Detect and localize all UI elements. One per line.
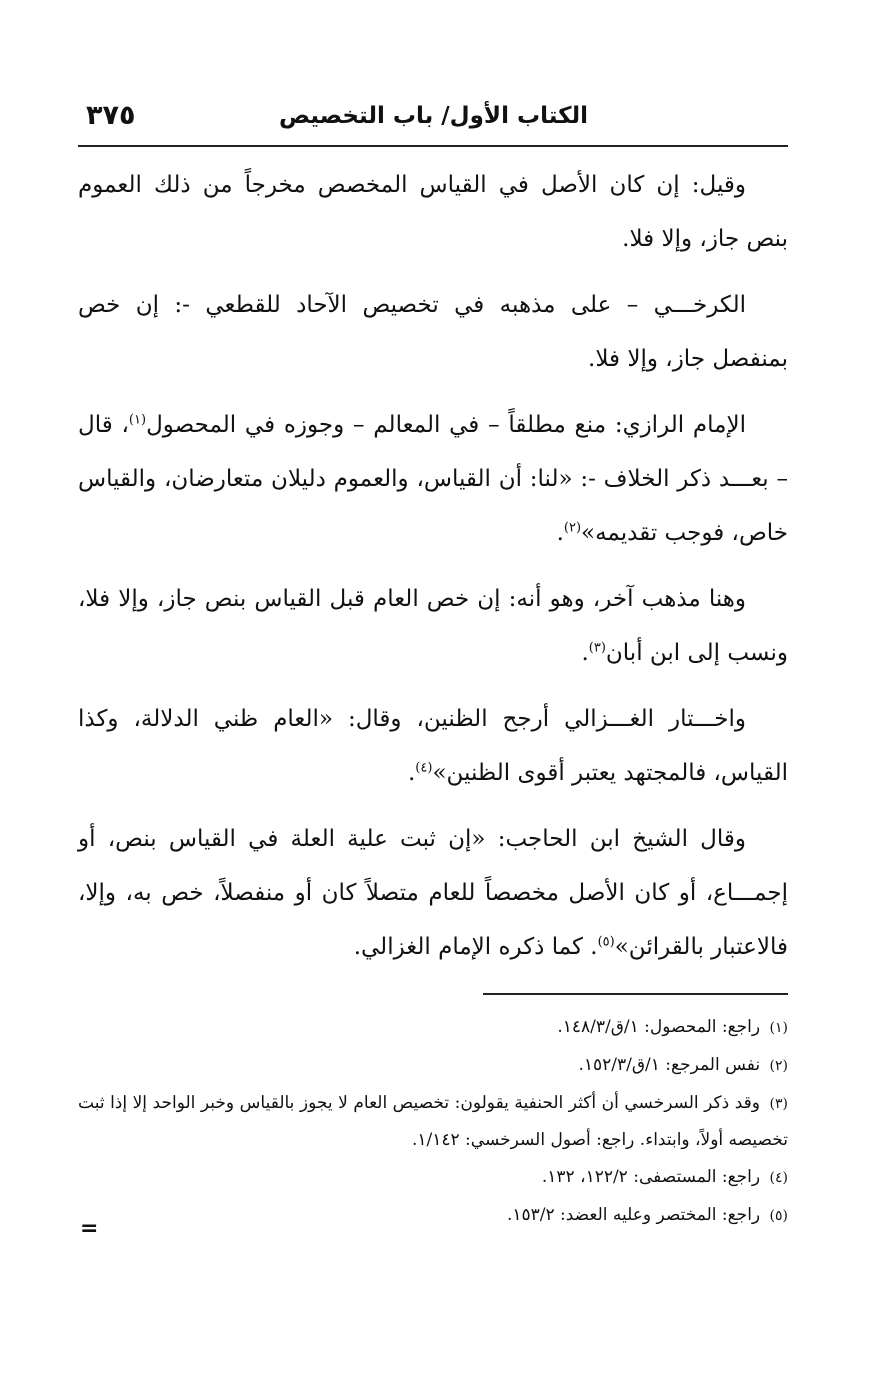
paragraph: [78, 692, 788, 800]
paragraph-text: ، قال – بعـــد ذكر الخلاف -: «لنا: أن القياس، والعموم دليلان متعارضان، والقياس خاص، فوجب تقديمه»: [78, 412, 788, 546]
main-text: [78, 158, 788, 986]
footnote-reference[interactable]: (١): [128, 412, 147, 428]
footnote-reference[interactable]: (٤): [415, 760, 433, 776]
footnote-marker: (٢): [769, 1058, 788, 1074]
footnote-item: [78, 1197, 788, 1234]
footnote-marker: (٣): [769, 1096, 788, 1112]
footnote-divider: [483, 993, 788, 995]
running-title: الكتاب الأول/ باب التخصيص: [278, 103, 588, 129]
paragraph-text: وقيل: إن كان الأصل في القياس المخصص مخرجاً من ذلك العموم بنص جاز، وإلا فلا.: [78, 172, 788, 252]
footnote-item: [78, 1009, 788, 1046]
paragraph-text: .: [556, 520, 564, 546]
footnote-reference[interactable]: (٢): [563, 520, 582, 536]
footnote-item: [78, 1047, 788, 1084]
paragraph-text: وهنا مذهب آخر، وهو أنه: إن خص العام قبل القياس بنص جاز، وإلا فلا، ونسب إلى ابن أبان: [78, 586, 788, 666]
footnote-item: [78, 1085, 788, 1158]
footnotes: [78, 1009, 788, 1235]
footnote-text: نفس المرجع: ١/ق/١٥٢/٣.: [578, 1055, 761, 1075]
footnote-reference[interactable]: (٣): [588, 640, 606, 656]
paragraph-text: الإمام الرازي: منع مطلقاً – في المعالم – وجوزه في المحصول: [146, 412, 747, 438]
paragraph-text: وقال الشيخ ابن الحاجب: «إن ثبت علية العلة في القياس بنص، أو إجمـــاع، أو كان الأصل مخصصاً للعام متصلاً كان أو منفصلاً، خص به، وإلا، فالاعتبار بالقرائن»: [78, 826, 788, 960]
header-divider: [78, 145, 788, 147]
footnote-text: راجع: المحصول: ١/ق/١٤٨/٣.: [557, 1017, 761, 1037]
page-continuation-mark: =: [80, 1216, 99, 1241]
paragraph-text: الكرخـــي – على مذهبه في تخصيص الآحاد للقطعي -: إن خص بمنفصل جاز، وإلا فلا.: [78, 292, 788, 372]
page-number: ٣٧٥: [86, 100, 136, 131]
footnote-item: [78, 1159, 788, 1196]
paragraph: [78, 398, 788, 560]
footnote-marker: (١): [769, 1020, 788, 1036]
paragraph: [78, 158, 788, 266]
footnote-text: وقد ذكر السرخسي أن أكثر الحنفية يقولون: تخصيص العام لا يجوز بالقياس وخبر الواحد إلا إذا ثبت تخصيصه أولاً، وابتداء. راجع: أصول السرخسي: ١/١٤٢.: [78, 1093, 788, 1150]
paragraph-text: . كما ذكره الإمام الغزالي.: [353, 934, 598, 960]
paragraph-text: .: [581, 640, 589, 666]
footnote-reference[interactable]: (٥): [597, 934, 615, 950]
footnote-marker: (٥): [769, 1208, 788, 1224]
paragraph-text: .: [407, 760, 416, 786]
paragraph-text: واخـــتار الغـــزالي أرجح الظنين، وقال: «العام ظني الدلالة، وكذا القياس، فالمجتهد يعتبر أقوى الظنين»: [78, 706, 788, 786]
page-header: [78, 98, 788, 138]
paragraph: [78, 278, 788, 386]
paragraph: [78, 572, 788, 680]
footnote-text: راجع: المختصر وعليه العضد: ١٥٣/٢.: [506, 1205, 761, 1225]
paragraph: [78, 812, 788, 974]
footnote-text: راجع: المستصفى: ١٢٢/٢، ١٣٢.: [541, 1167, 761, 1187]
footnote-marker: (٤): [769, 1170, 788, 1186]
